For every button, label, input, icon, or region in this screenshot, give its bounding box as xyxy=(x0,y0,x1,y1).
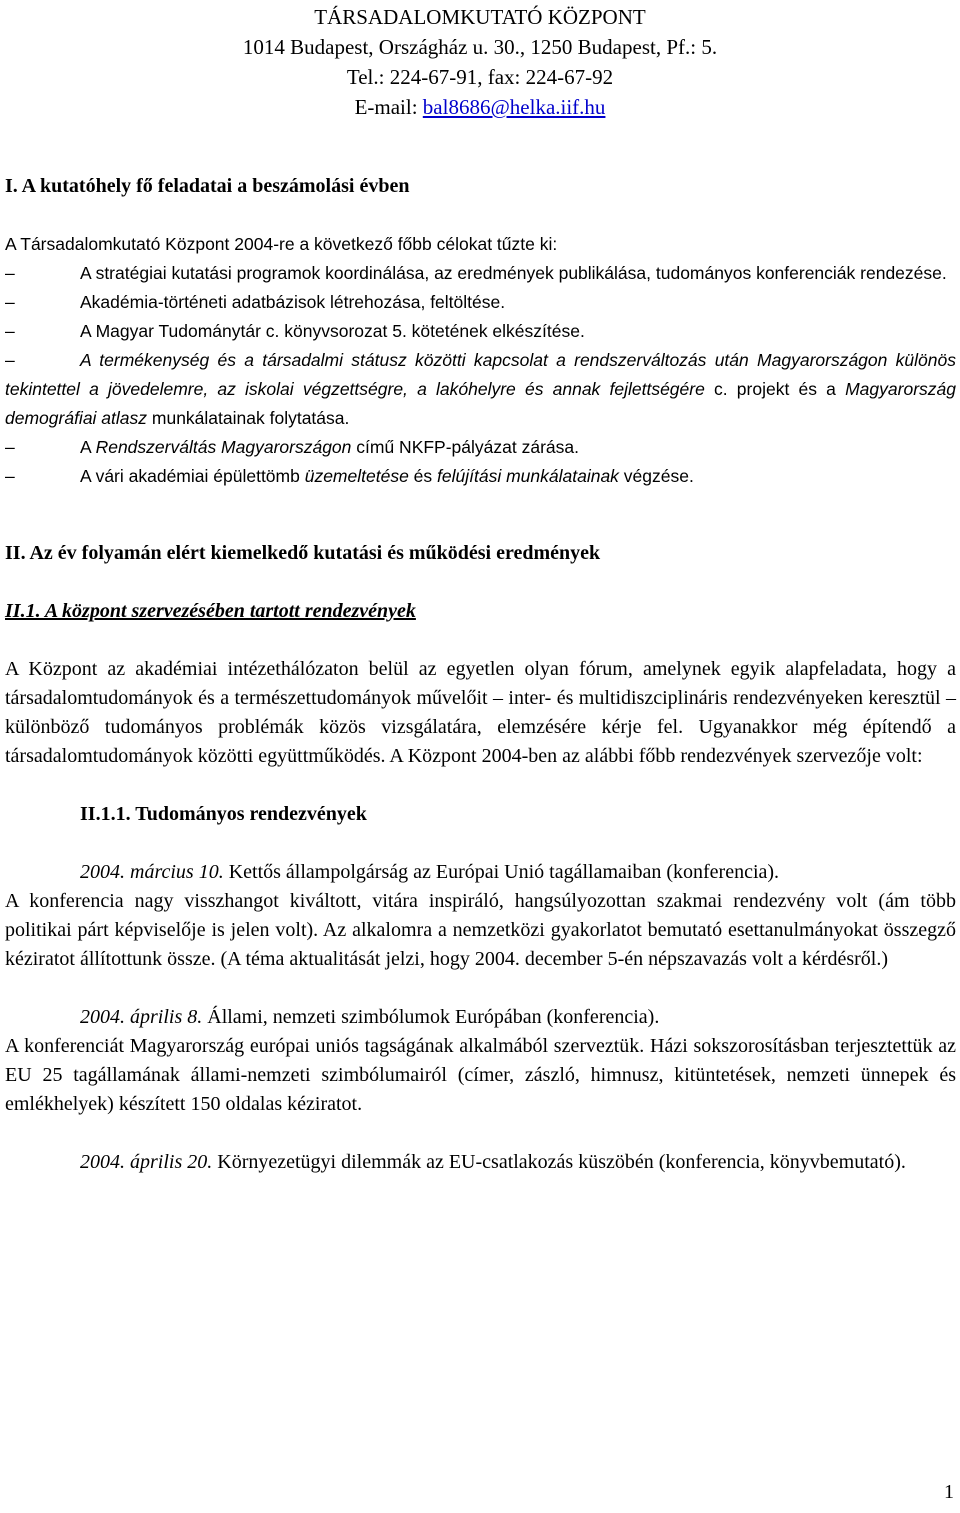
org-email-line xyxy=(0,92,960,122)
section-1-intro: A Társadalomkutató Központ 2004-re a következő főbb célokat tűzte ki: xyxy=(5,234,558,254)
event-3-title xyxy=(5,1148,956,1177)
goal-item-6 xyxy=(5,462,956,491)
page-number: 1 xyxy=(944,1481,954,1503)
event-1-title xyxy=(5,858,956,887)
event-2-name: Állami, nemzeti szimbólumok Európában (konferencia). xyxy=(202,1006,660,1028)
goal-item-4-project-title: A termékenység és a társadalmi státusz közötti kapcsolat a rendszerváltozás után Magyarországon különös tekintettel a jövedelemre, az iskolai végzettségre, a lakóhelyre és annak fejlettségére xyxy=(5,350,956,399)
event-1-date: 2004. március 10. xyxy=(80,861,224,883)
goal-item-3-text: A Magyar Tudománytár c. könyvsorozat 5. kötetének elkészítése. xyxy=(80,321,585,341)
goal-item-4-atlas-title: Magyarország demográfiai atlasz xyxy=(5,379,956,428)
letterhead xyxy=(0,2,960,122)
goal-item-5-project-title: Rendszerváltás Magyarországon xyxy=(95,437,352,457)
goal-item-6-text-2: és xyxy=(408,466,438,486)
goal-item-4-text-1: c. projekt és a xyxy=(704,379,846,399)
goal-item-1-text: A stratégiai kutatási programok koordinálása, az eredmények publikálása, tudományos konferenciák rendezése. xyxy=(80,263,947,283)
event-1-name: Kettős állampolgárság az Európai Unió tagállamaiban (konferencia). xyxy=(223,861,780,883)
goal-item-2 xyxy=(5,288,956,317)
event-1-description: A konferencia nagy visszhangot kiváltott, vitára inspiráló, hangsúlyozottan szakmai rendezvény volt (ám több politikai párt képviselője is jelen volt). Az alkalomra a nemzetközi gyakorlatot bemutató esettanulmányokat összegző kéziratot állítottunk össze. (A téma aktualitását jelzi, hogy 2004. december 5-én népszavazás volt a kérdésről.) xyxy=(5,890,956,970)
goal-item-6-italic-2: felújítási munkálatainak xyxy=(437,466,619,486)
dash-bullet: – xyxy=(5,263,15,283)
goal-item-5-text-2: című NKFP-pályázat zárása. xyxy=(351,437,579,457)
goal-item-4-text-2: munkálatainak folytatása. xyxy=(147,408,350,428)
goal-item-5-text-1: A xyxy=(80,437,96,457)
dash-bullet: – xyxy=(5,292,15,312)
dash-bullet: – xyxy=(5,350,15,370)
event-2-description: A konferenciát Magyarország európai uniós tagságának alkalmából szerveztük. Házi sokszorosításban terjesztettük az EU 25 tagállamának állami-nemzeti szimbólumairól (címer, zászló, himnusz, kitüntetések, nemzeti ünnepek és emlékhelyek) készített 150 oldalas kéziratot. xyxy=(5,1035,956,1115)
document-body xyxy=(5,172,956,1177)
org-phone: Tel.: 224-67-91, fax: 224-67-92 xyxy=(346,65,614,89)
email-label: E-mail: xyxy=(354,95,423,119)
section-1-heading: I. A kutatóhely fő feladatai a beszámolási évben xyxy=(5,175,410,197)
goal-item-4 xyxy=(5,346,956,433)
goal-item-6-text-3: végzése. xyxy=(618,466,694,486)
event-2-title xyxy=(5,1003,956,1032)
goal-item-3 xyxy=(5,317,956,346)
goal-item-5 xyxy=(5,433,956,462)
section-2-1-heading: II.1. A központ szervezésében tartott rendezvények xyxy=(5,600,416,622)
event-3-name: Környezetügyi dilemmák az EU-csatlakozás küszöbén (konferencia, könyvbemutató). xyxy=(212,1151,906,1173)
dash-bullet: – xyxy=(5,321,15,341)
event-3-date: 2004. április 20. xyxy=(80,1151,213,1173)
section-2-1-1-heading: II.1.1. Tudományos rendezvények xyxy=(80,803,367,825)
dash-bullet: – xyxy=(5,466,15,486)
section-2-heading: II. Az év folyamán elért kiemelkedő kutatási és működési eredmények xyxy=(5,542,601,564)
goal-item-6-text-1: A vári akadémiai épülettömb xyxy=(80,466,305,486)
goal-item-2-text: Akadémia-történeti adatbázisok létrehozása, feltöltése. xyxy=(80,292,506,312)
goal-item-1 xyxy=(5,259,956,288)
org-name: TÁRSADALOMKUTATÓ KÖZPONT xyxy=(314,5,646,29)
email-link[interactable]: bal8686@helka.iif.hu xyxy=(422,95,606,119)
events-intro-paragraph: A Központ az akadémiai intézethálózaton belül az egyetlen olyan fórum, amelynek egyik alapfeladata, hogy a társadalomtudományok és a természettudományok művelőit – inter- és multidiszciplináris rendezvényeken keresztül – különböző tudományos problémák közös vizsgálatára, elemzésére kérje fel. Ugyanakkor még építendő a társadalomtudományok közötti együttműködés. A Központ 2004-ben az alábbi főbb rendezvények szervezője volt: xyxy=(5,658,956,767)
dash-bullet: – xyxy=(5,437,15,457)
event-2-date: 2004. április 8. xyxy=(80,1006,203,1028)
goal-item-6-italic-1: üzemeltetése xyxy=(304,466,409,486)
org-address: 1014 Budapest, Országház u. 30., 1250 Budapest, Pf.: 5. xyxy=(242,35,718,59)
